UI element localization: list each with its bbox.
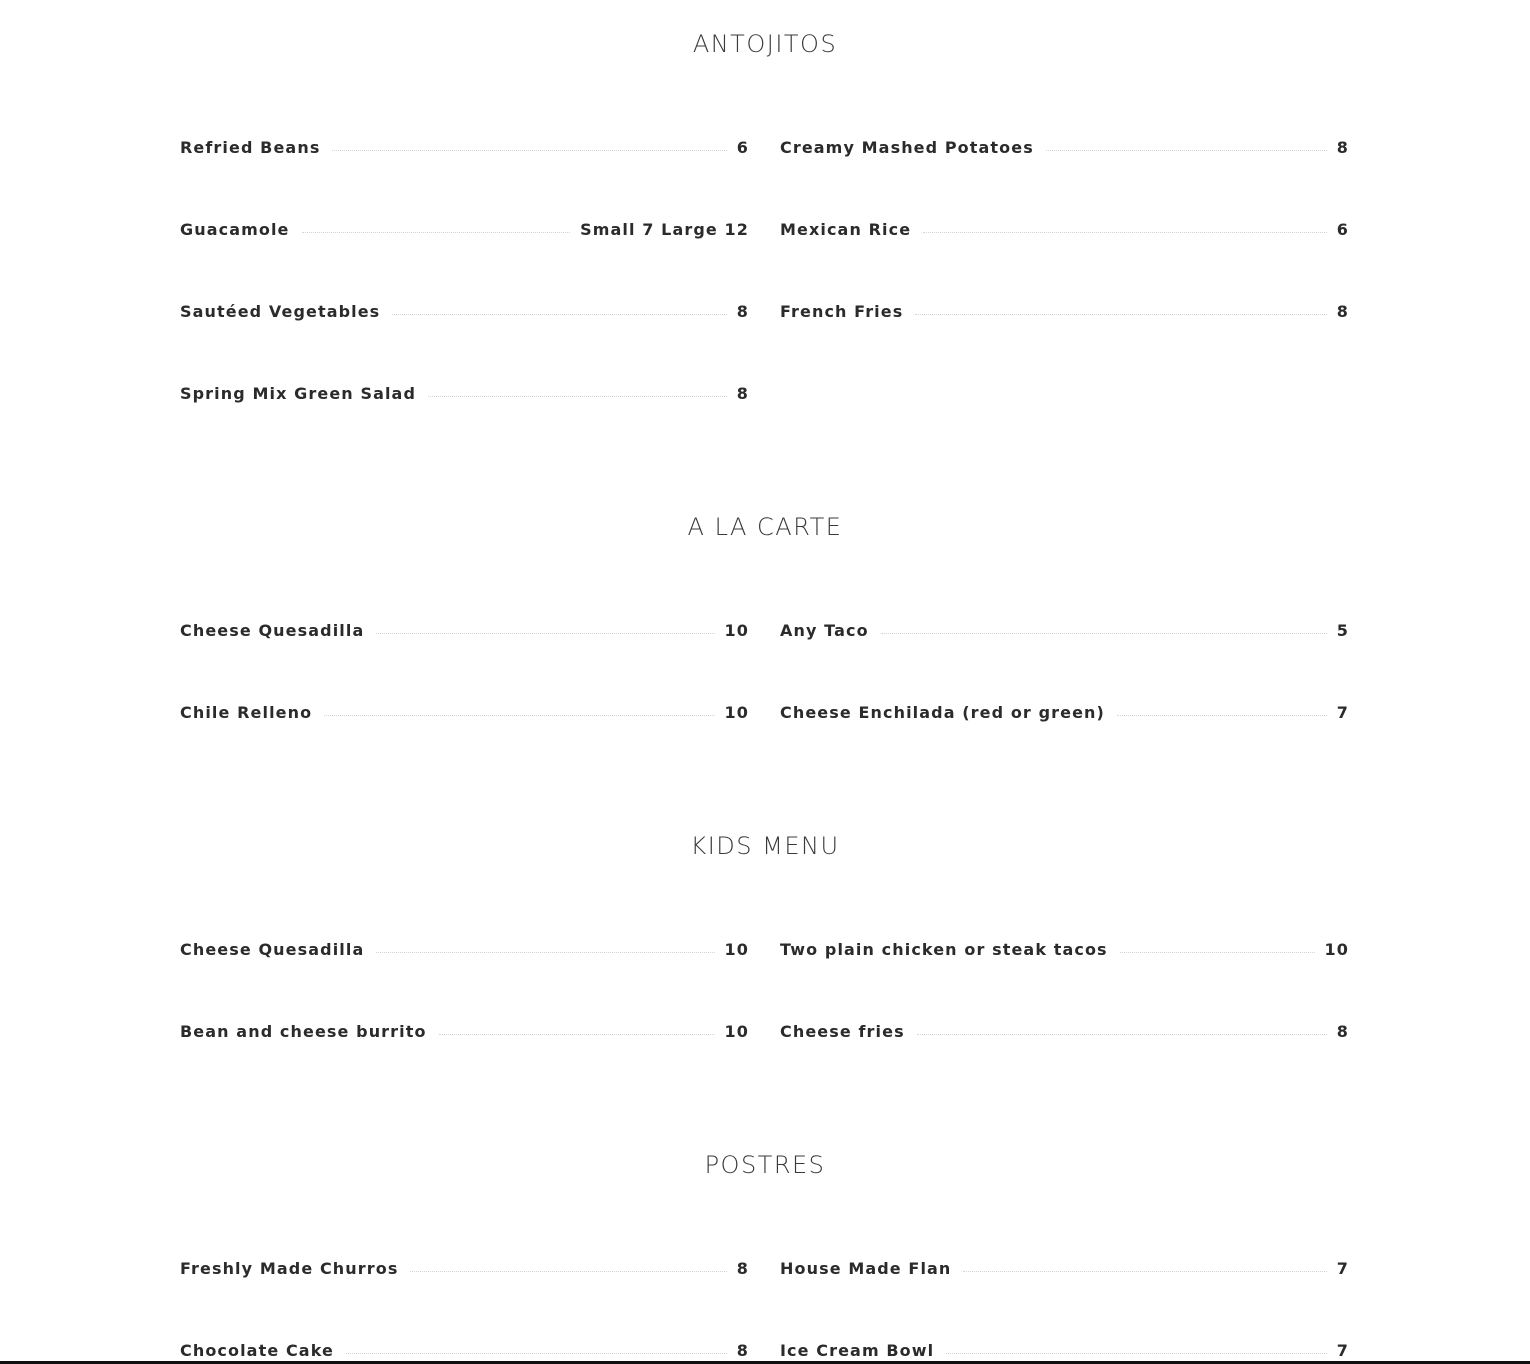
dot-leader — [439, 1034, 715, 1035]
menu-item-name: Mexican Rice — [780, 219, 912, 239]
menu-item-price: 6 — [1336, 219, 1349, 239]
menu-item — [780, 300, 1349, 322]
menu-item-price: 10 — [724, 939, 749, 959]
menu-item-price: 10 — [724, 702, 749, 722]
dot-leader — [917, 1034, 1327, 1035]
menu-item-name: Refried Beans — [180, 137, 321, 157]
menu-item-name: Two plain chicken or steak tacos — [780, 939, 1108, 959]
menu-item-price: 8 — [1336, 137, 1349, 157]
dot-leader — [1120, 952, 1315, 953]
menu-item-name: Freshly Made Churros — [180, 1258, 399, 1278]
menu-item — [180, 701, 749, 723]
dot-leader — [302, 232, 571, 233]
menu-item-price: 10 — [724, 1021, 749, 1041]
menu-item-name: Chocolate Cake — [180, 1340, 334, 1360]
menu-item-price: 8 — [736, 301, 749, 321]
dot-leader — [410, 1271, 726, 1272]
menu-item-name: Sautéed Vegetables — [180, 301, 381, 321]
menu-item-price: 8 — [1336, 1021, 1349, 1041]
dot-leader — [963, 1271, 1326, 1272]
menu-item — [180, 1020, 749, 1042]
menu-item — [180, 938, 749, 960]
menu-item-name: Cheese Quesadilla — [180, 620, 365, 640]
menu-item — [780, 701, 1349, 723]
menu-item — [780, 1257, 1349, 1279]
menu-item-price: 10 — [724, 620, 749, 640]
menu-item-name: Spring Mix Green Salad — [180, 383, 417, 403]
menu-item — [780, 938, 1349, 960]
menu-item-name: Any Taco — [780, 620, 869, 640]
menu-item-name: Cheese Enchilada (red or green) — [780, 702, 1105, 722]
dot-leader — [392, 314, 726, 315]
menu-item-name: Cheese fries — [780, 1021, 905, 1041]
section-title-kids-menu: KIDS MENU — [690, 832, 840, 860]
dot-leader — [946, 1353, 1327, 1354]
section-title-postres: POSTRES — [704, 1151, 826, 1179]
dot-leader — [428, 396, 727, 397]
menu-item-price: 8 — [1336, 301, 1349, 321]
menu-item-price: 6 — [736, 137, 749, 157]
dot-leader — [346, 1353, 727, 1354]
section-title-antojitos: ANTOJITOS — [692, 30, 838, 58]
menu-item-name: Cheese Quesadilla — [180, 939, 365, 959]
menu-item — [180, 136, 749, 158]
menu-item — [180, 382, 749, 404]
dot-leader — [376, 952, 714, 953]
dot-leader — [881, 633, 1327, 634]
menu-item-price: 10 — [1324, 939, 1349, 959]
menu-item-price: 5 — [1336, 620, 1349, 640]
dot-leader — [1117, 715, 1327, 716]
menu-item-price: Small 7 Large 12 — [580, 219, 749, 239]
menu-item — [180, 300, 749, 322]
dot-leader — [1046, 150, 1327, 151]
menu-item — [180, 1257, 749, 1279]
dot-leader — [324, 715, 714, 716]
menu-item — [780, 218, 1349, 240]
menu-item-price: 7 — [1336, 1340, 1349, 1360]
menu-item — [780, 1020, 1349, 1042]
menu-item — [180, 218, 749, 240]
menu-item-name: Chile Relleno — [180, 702, 313, 722]
menu-item-name: Ice Cream Bowl — [780, 1340, 935, 1360]
menu-item-name: Guacamole — [180, 219, 290, 239]
dot-leader — [915, 314, 1326, 315]
menu-item — [780, 1339, 1349, 1361]
menu-item-price: 7 — [1336, 702, 1349, 722]
menu-item — [780, 619, 1349, 641]
menu-item-name: French Fries — [780, 301, 904, 321]
dot-leader — [332, 150, 726, 151]
menu-item-price: 7 — [1336, 1258, 1349, 1278]
menu-item-name: Creamy Mashed Potatoes — [780, 137, 1034, 157]
menu-item-price: 8 — [736, 1258, 749, 1278]
menu-item-name: Bean and cheese burrito — [180, 1021, 427, 1041]
menu-item — [780, 136, 1349, 158]
menu-item — [180, 619, 749, 641]
section-title-a-la-carte: A LA CARTE — [687, 513, 843, 541]
menu-item-price: 8 — [736, 383, 749, 403]
dot-leader — [376, 633, 714, 634]
menu-item-name: House Made Flan — [780, 1258, 952, 1278]
dot-leader — [923, 232, 1327, 233]
menu-item-price: 8 — [736, 1340, 749, 1360]
menu-item — [180, 1339, 749, 1361]
